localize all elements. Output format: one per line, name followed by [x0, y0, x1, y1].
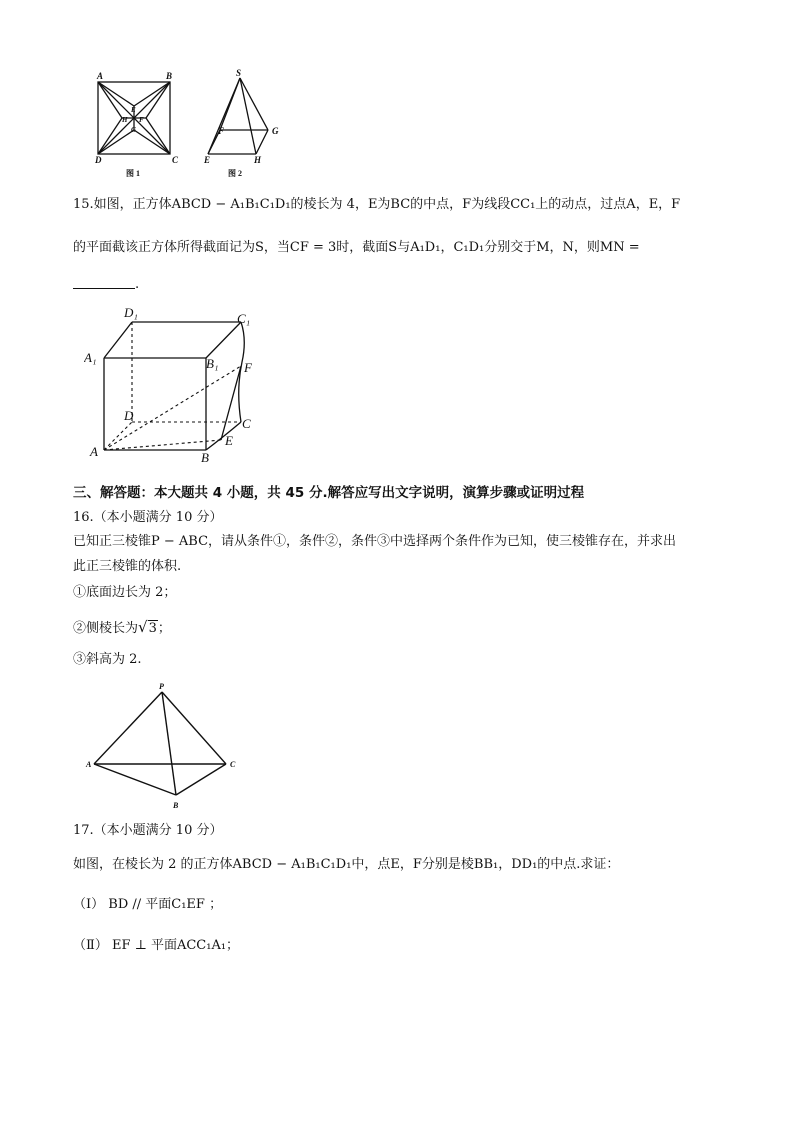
label-G: G	[272, 126, 279, 136]
q17-part1: （I） BD // 平面C₁EF ；	[73, 897, 223, 912]
caption-fig1: 图 1	[126, 169, 140, 178]
q16-cond2-prefix: ②侧棱长为	[73, 621, 139, 636]
label-C: C	[230, 760, 236, 769]
q16-header: 16.（本小题满分 10 分）	[73, 510, 223, 525]
label-A: A	[97, 71, 104, 81]
label-B1: B₁	[206, 356, 219, 371]
label-P: P	[159, 682, 164, 691]
label-H: H	[254, 155, 262, 165]
figure-1-square	[86, 66, 186, 182]
label-F: F	[218, 126, 225, 136]
label-E: E	[131, 106, 136, 114]
figure-q16-pyramid	[84, 680, 244, 815]
label-S: S	[236, 68, 242, 78]
q17-header: 17.（本小题满分 10 分）	[73, 823, 223, 838]
label-A: A	[90, 444, 98, 459]
q15-answer-blank	[73, 288, 135, 289]
label-D: D	[124, 408, 134, 423]
q15-line1: 15.如图，正方体ABCD − A₁B₁C₁D₁的棱长为 4，E为BC的中点，F为线段CC₁上的动点，过点A，E，F	[73, 197, 681, 212]
q17-part2: （Ⅱ） EF ⊥ 平面ACC₁A₁；	[73, 938, 240, 953]
q16-condition-2	[73, 618, 171, 638]
q16-condition-1: ①底面边长为 2；	[73, 585, 177, 600]
sqrt-sign: √	[138, 618, 148, 636]
figure-2-pyramid	[196, 66, 296, 182]
label-C: C	[242, 416, 251, 431]
label-C: C	[172, 155, 179, 165]
section-heading: 三、解答题：本大题共 4 小题，共 45 分.解答应写出文字说明，演算步骤或证明过程	[73, 485, 585, 501]
figure-q15-cube	[84, 300, 264, 470]
label-G: G	[131, 126, 137, 134]
label-B: B	[173, 801, 179, 810]
label-A: A	[86, 760, 92, 769]
sqrt-radicand: 3	[148, 621, 157, 636]
label-A1: A₁	[84, 350, 97, 365]
label-F: F	[244, 360, 252, 375]
q16-condition-3: ③斜高为 2.	[73, 652, 142, 667]
q16-line1: 已知正三棱锥P − ABC，请从条件①，条件②，条件③中选择两个条件作为已知，使三棱锥存在，并求出	[73, 534, 677, 549]
label-B: B	[166, 71, 173, 81]
label-E: E	[204, 155, 211, 165]
label-B: B	[201, 450, 209, 465]
label-D1: D₁	[124, 305, 138, 320]
q17-line1: 如图，在棱长为 2 的正方体ABCD − A₁B₁C₁D₁中，点E，F分别是棱BB₁，DD₁的中点.求证：	[73, 857, 620, 872]
q16-line2: 此正三棱锥的体积.	[73, 559, 182, 574]
q16-cond2-suffix: ；	[157, 621, 171, 636]
q15-blank-tail: .	[135, 277, 140, 292]
q15-line2: 的平面截该正方体所得截面记为S，当CF = 3时，截面S与A₁D₁，C₁D₁分别交于M，N，则MN =	[73, 240, 640, 255]
label-E: E	[225, 433, 233, 448]
label-C1: C₁	[237, 311, 251, 326]
caption-fig2: 图 2	[228, 169, 242, 178]
label-H: H	[122, 116, 128, 124]
label-D: D	[95, 155, 102, 165]
label-F: F	[139, 116, 144, 124]
